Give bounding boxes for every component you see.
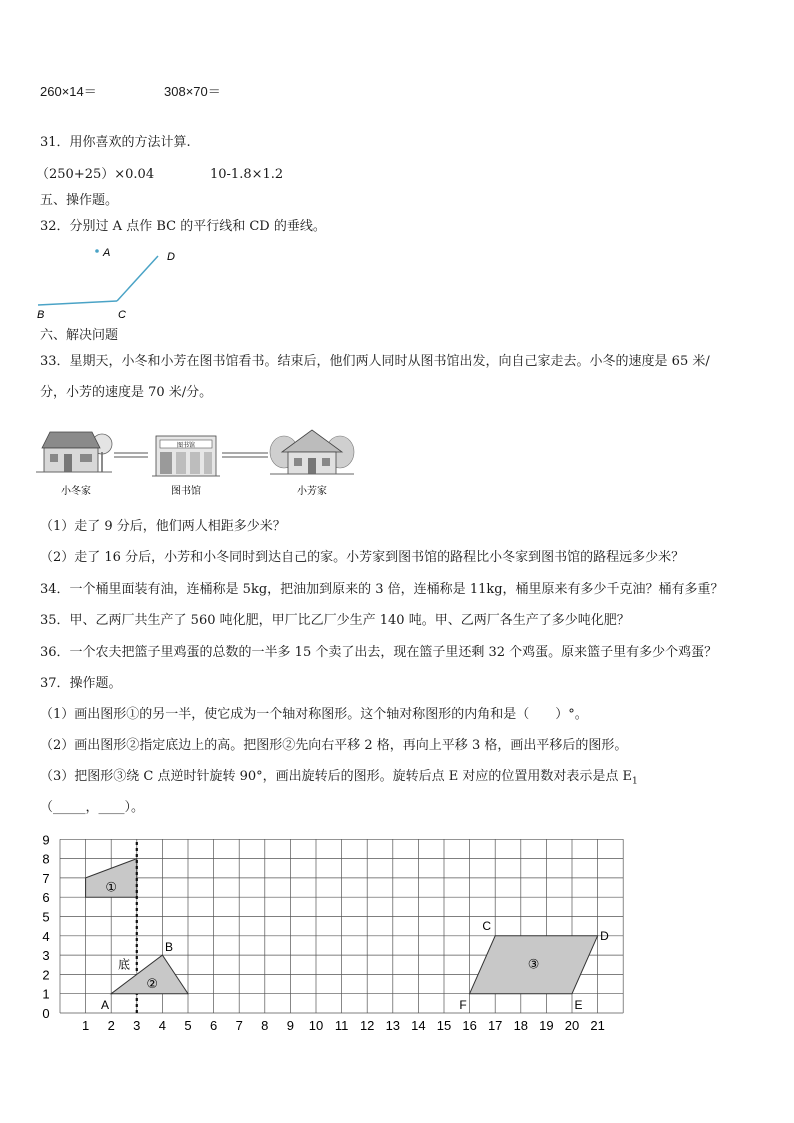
x-tick-label: 18 — [513, 1018, 529, 1033]
x-tick-label: 11 — [334, 1018, 349, 1033]
q33-line-1: 33．星期天，小冬和小芳在图书馆看书。结束后，他们两人同时从图书馆出发，向自己家走去。小冬的速度是 65 米/ — [40, 354, 710, 369]
x-tick-label: 3 — [133, 1018, 141, 1033]
x-tick-label: 4 — [158, 1018, 167, 1033]
x-tick-label: 19 — [539, 1018, 554, 1033]
calc-308x70: 308×70＝ — [164, 84, 221, 99]
y-tick-label: 3 — [42, 948, 50, 964]
segment-cd — [117, 256, 158, 301]
y-tick-label: 8 — [42, 851, 50, 867]
q37-sub-3-answer: （_____，____）。 — [40, 800, 145, 815]
x-tick-label: 15 — [436, 1018, 452, 1033]
label-xiaofang-home: 小芳家 — [297, 486, 327, 497]
label-a: A — [103, 247, 111, 259]
q37-sub-2: （2）画出图形②指定底边上的高。把图形②先向右平移 2 格，再向上平移 3 格，画出平移后的图形。 — [40, 738, 628, 753]
library-icon — [152, 436, 220, 476]
label-c: C — [118, 309, 126, 321]
x-tick-label: 20 — [564, 1018, 580, 1033]
x-tick-label: 5 — [184, 1018, 192, 1033]
x-tick-label: 2 — [107, 1018, 115, 1033]
calc-260x14: 260×14＝ — [40, 84, 97, 99]
y-tick-label: 1 — [42, 986, 50, 1002]
x-tick-label: 13 — [385, 1018, 401, 1033]
x-tick-label: 1 — [81, 1018, 90, 1033]
q37-title: 37．操作题。 — [40, 676, 122, 691]
x-tick-label: 8 — [261, 1018, 269, 1033]
q31-expr1: （250+25）×0.04 — [36, 167, 155, 182]
x-tick-label: 21 — [590, 1018, 605, 1033]
base-label: 底 — [117, 957, 131, 972]
q34: 34．一个桶里面装有油，连桶称是 5kg，把油加到原来的 3 倍，连桶称是 11kg，桶里原来有多少千克油？桶有多重？ — [40, 582, 724, 597]
q33-sub-1: （1）走了 9 分后，他们两人相距多少米？ — [40, 519, 286, 534]
x-tick-label: 16 — [462, 1018, 477, 1033]
x-tick-label: 17 — [487, 1018, 503, 1033]
shape-3-label: ③ — [527, 956, 540, 972]
label-d: D — [167, 251, 175, 263]
x-tick-label: 7 — [235, 1018, 243, 1033]
coordinate-grid — [30, 832, 650, 1042]
q36: 36．一个农夫把篮子里鸡蛋的总数的一半多 15 个卖了出去，现在篮子里还剩 32 个鸡蛋。原来篮子里有多少个鸡蛋？ — [40, 645, 718, 660]
y-tick-label: 2 — [42, 967, 50, 983]
q32-figure — [30, 240, 190, 324]
point-label-e: E — [574, 998, 583, 1012]
point-label-b: B — [164, 940, 173, 955]
q37-sub-3 — [40, 768, 638, 791]
segment-bc — [38, 301, 117, 305]
q31-title: 31．用你喜欢的方法计算. — [40, 135, 191, 150]
q37-sub-3-text: （3）把图形③绕 C 点逆时针旋转 90°，画出旋转后的图形。旋转后点 E 对应的位置用数对表示是点 E — [40, 769, 633, 784]
point-a — [95, 249, 99, 253]
point-label-a: A — [100, 998, 109, 1012]
y-tick-label: 0 — [42, 1006, 50, 1021]
x-tick-label: 9 — [286, 1018, 295, 1033]
y-tick-label: 4 — [42, 928, 50, 944]
label-b: B — [37, 309, 45, 321]
y-tick-label: 6 — [42, 890, 50, 906]
section-6-heading: 六、解决问题 — [40, 328, 119, 343]
x-tick-label: 6 — [209, 1018, 218, 1033]
y-tick-label: 5 — [42, 909, 50, 925]
q37-sub-1: （1）画出图形①的另一半，使它成为一个轴对称图形。这个轴对称图形的内角和是（ ）°。 — [40, 707, 588, 722]
q37-sub-3-subscript: 1 — [632, 776, 638, 787]
x-tick-label: 12 — [359, 1018, 375, 1033]
shape-1-label: ① — [105, 879, 118, 895]
q31-expr2: 10-1.8×1.2 — [210, 167, 284, 182]
q32-title: 32．分别过 A 点作 BC 的平行线和 CD 的垂线。 — [40, 219, 326, 234]
library-sign: 图书馆 — [176, 443, 196, 449]
point-label-c: C — [482, 918, 492, 933]
q33-sub-2: （2）走了 16 分后，小芳和小冬同时到达自己的家。小芳家到图书馆的路程比小冬家到图书馆的路程远多少米？ — [40, 550, 685, 565]
y-tick-label: 9 — [42, 832, 50, 848]
xiaodong-house-icon — [36, 432, 112, 472]
q33-line-2: 分，小芳的速度是 70 米/分。 — [40, 385, 213, 400]
shape-2-label: ② — [146, 975, 158, 991]
section-5-heading: 五、操作题。 — [40, 193, 119, 208]
point-label-d: D — [600, 928, 609, 943]
q33-illustration — [36, 422, 366, 500]
x-tick-label: 14 — [411, 1018, 426, 1033]
label-xiaodong-home: 小冬家 — [61, 486, 91, 497]
xiaofang-house-icon — [270, 430, 354, 474]
label-library: 图书馆 — [171, 486, 201, 497]
y-tick-label: 7 — [42, 870, 50, 886]
point-label-f: F — [459, 998, 467, 1012]
x-tick-label: 10 — [308, 1018, 324, 1033]
q35: 35．甲、乙两厂共生产了 560 吨化肥，甲厂比乙厂少生产 140 吨。甲、乙两厂各生产了多少吨化肥？ — [40, 613, 630, 628]
